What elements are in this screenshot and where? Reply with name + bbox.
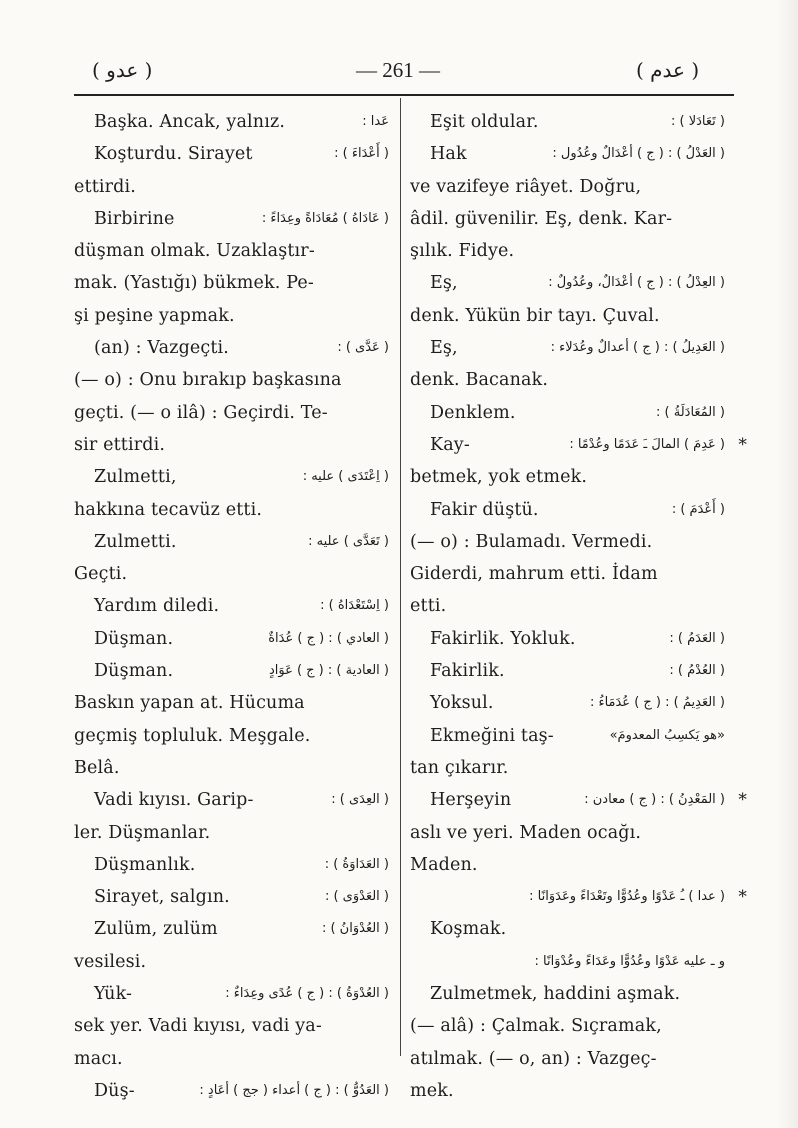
arabic-headword: ( اِعْتَدَى ) عليه : (302, 469, 389, 485)
dictionary-line (74, 720, 389, 752)
dictionary-line (410, 623, 725, 655)
arabic-headword: ( عَدَّى ) : (337, 340, 389, 356)
entry-text: Eş, (430, 273, 458, 294)
dictionary-line (74, 687, 389, 719)
entry-text: sir ettirdi. (74, 434, 166, 455)
entry-text: Herşeyin (430, 790, 512, 811)
arabic-headword: ( العُدْوَةُ ) : ( ج ) عُدًى وعِدَاءٌ : (225, 986, 389, 1002)
entry-text: Hak (430, 144, 467, 165)
dictionary-line (410, 364, 725, 396)
dictionary-line (74, 300, 389, 332)
entry-text: (— o) : Bulamadı. Vermedi. (410, 531, 653, 552)
arabic-headword: ( تَعَادَلا ) : (671, 114, 725, 129)
dictionary-line (74, 494, 389, 526)
entry-text: Düş- (94, 1080, 135, 1101)
arabic-headword: ( العَدِيمُ ) : ( ج ) عُدَمَاءُ : (589, 695, 725, 711)
dictionary-line (74, 881, 389, 913)
arabic-headword: ( العَدْوَى ) : (324, 889, 389, 905)
column-divider (400, 98, 401, 1056)
arabic-headword: ( العِدَى ) : (331, 792, 389, 808)
dictionary-line (410, 784, 747, 816)
entry-text: ve vazifeye riâyet. Doğru, (410, 176, 642, 197)
entry-text: denk. Yükün bir tayı. Çuval. (410, 305, 660, 326)
entry-text: Fakirlik. Yokluk. (430, 628, 576, 649)
dictionary-line (74, 784, 389, 816)
dictionary-line (74, 946, 389, 978)
entry-text: Düşmanlık. (94, 854, 196, 875)
header-rule (74, 94, 734, 96)
dictionary-line (410, 138, 725, 170)
arabic-headword: ( العادية ) : ( ج ) عَوَادٍ (268, 663, 389, 679)
page-number: — 261 — (356, 58, 440, 82)
dictionary-line (74, 461, 389, 493)
scan-edge-shadow (776, 0, 798, 1128)
entry-text: etti. (410, 596, 447, 617)
dictionary-line (74, 171, 389, 203)
dictionary-line (410, 913, 725, 945)
entry-text: (— alâ) : Çalmak. Sıçramak, (410, 1016, 662, 1037)
dictionary-line (410, 590, 725, 622)
entry-text: geçmiş topluluk. Meşgale. (74, 725, 311, 746)
header-right-root: ( عدم ) (636, 58, 700, 82)
entry-text: sek yer. Vadi kıyısı, vadi ya- (74, 1016, 322, 1037)
arabic-headword: «هو يَكسِبُ المعدومَ» (609, 727, 725, 743)
entry-text: geçti. (— o ilâ) : Geçirdi. Te- (74, 402, 328, 423)
dictionary-line (74, 558, 389, 590)
entry-text: Maden. (410, 854, 478, 875)
entry-text: Birbirine (94, 208, 175, 229)
entry-text: şılık. Fidye. (410, 241, 515, 262)
dictionary-line (410, 494, 725, 526)
root-star-marker: * (738, 434, 747, 455)
arabic-headword: ( عَدِمَ ) المالَ ـَ عَدَمًا وعُدْمًا : (569, 436, 725, 452)
dictionary-line (74, 106, 389, 138)
arabic-headword: ( العَدْلُ ) : ( ج ) أعْدَالٌ وعُدُول : (552, 146, 725, 162)
dictionary-line (74, 332, 389, 364)
arabic-headword: ( العَدِيلُ ) : ( ج ) أعدالٌ وعُدَلاء : (550, 340, 725, 356)
dictionary-line (74, 235, 389, 267)
dictionary-line (410, 429, 747, 461)
dictionary-line (410, 526, 725, 558)
entry-text: tan çıkarır. (410, 757, 509, 778)
entry-text: Ekmeğini taş- (430, 725, 554, 746)
entry-text: hakkına tecavüz etti. (74, 499, 263, 520)
dictionary-line (410, 946, 725, 978)
entry-text: Kay- (430, 434, 470, 455)
dictionary-line (74, 138, 389, 170)
arabic-headword: ( العادي ) : ( ج ) عُدَاةٌ (268, 630, 389, 646)
entry-text: mek. (410, 1080, 454, 1101)
arabic-headword: ( العَدُوُّ ) : ( ج ) أعداء ( جج ) أعَادٍ : (199, 1082, 389, 1098)
dictionary-line (74, 623, 389, 655)
arabic-headword: ( العُدْوَانُ ) : (321, 921, 389, 937)
entry-text: Düşman. (94, 628, 174, 649)
entry-text: Zulmetti, (94, 467, 177, 488)
entry-text: betmek, yok etmek. (410, 467, 588, 488)
entry-text: macı. (74, 1048, 123, 1069)
dictionary-line (410, 881, 747, 913)
entry-text: Fakir düştü. (430, 499, 539, 520)
entry-text: Eş, (430, 338, 458, 359)
arabic-headword: ( المُعَادَلَةُ ) : (656, 404, 725, 420)
dictionary-line (410, 203, 725, 235)
entry-text: atılmak. (— o, an) : Vazgeç- (410, 1048, 657, 1069)
entry-text: Baskın yapan at. Hücuma (74, 693, 305, 714)
dictionary-line (410, 1043, 725, 1075)
entry-text: (an) : Vazgeçti. (94, 338, 230, 359)
dictionary-line (74, 526, 389, 558)
dictionary-line (74, 267, 389, 299)
dictionary-line (74, 849, 389, 881)
entry-text: Eşit oldular. (430, 112, 539, 132)
arabic-headword: ( العَدَمُ ) : (669, 630, 725, 646)
arabic-headword: ( عدا ) ـُ عَدْوًا وعُدُوًّا وتَعْدَاءً وعَدَوَانًا : (529, 889, 725, 905)
entry-text: şi peşine yapmak. (74, 305, 235, 326)
dictionary-line (410, 332, 725, 364)
entry-text: Geçti. (74, 564, 128, 585)
entry-text: Zulmetti. (94, 531, 177, 552)
dictionary-line (410, 817, 725, 849)
arabic-headword: ( العِدْلُ ) : ( ج ) أعْدَالٌ، وعُدُولٌ : (548, 275, 725, 291)
dictionary-line (410, 235, 725, 267)
dictionary-line (410, 300, 725, 332)
entry-text: aslı ve yeri. Maden ocağı. (410, 822, 642, 843)
arabic-headword: ( العَدَاوَةُ ) : (324, 856, 389, 872)
dictionary-line (74, 590, 389, 622)
root-star-marker: * (738, 887, 747, 908)
arabic-headword: ( اِسْتَعْدَاهُ ) : (320, 598, 389, 614)
right-column (410, 106, 747, 1107)
dictionary-line (74, 203, 389, 235)
entry-text: mak. (Yastığı) bükmek. Pe- (74, 273, 314, 294)
entry-text: Koşmak. (430, 919, 507, 940)
arabic-headword: و ـ عليه عَدْوًا وعُدُوًّا وعَدَاءً وعُدْوَانًا : (534, 953, 725, 969)
arabic-headword: عَدا : (362, 114, 389, 129)
root-star-marker: * (738, 790, 747, 811)
entry-text: Denklem. (430, 402, 516, 423)
dictionary-line (410, 397, 725, 429)
entry-text: ettirdi. (74, 176, 136, 197)
entry-text: Sirayet, salgın. (94, 887, 230, 908)
dictionary-line (410, 171, 725, 203)
dictionary-line (410, 461, 725, 493)
dictionary-line (74, 397, 389, 429)
dictionary-line (410, 267, 725, 299)
entry-text: (— o) : Onu bırakıp başkasına (74, 370, 342, 391)
dictionary-line (410, 655, 725, 687)
arabic-headword: ( أَعْدَاءَ ) : (334, 146, 389, 162)
entry-text: Zulüm, zulüm (94, 919, 218, 940)
entry-text: vesilesi. (74, 951, 147, 972)
arabic-headword: ( أَعْدَمَ ) : (671, 501, 725, 517)
dictionary-line (74, 1043, 389, 1075)
entry-text: Vadi kıyısı. Garip- (94, 790, 254, 811)
entry-text: Koşturdu. Sirayet (94, 144, 253, 165)
dictionary-line (410, 687, 725, 719)
dictionary-line (74, 817, 389, 849)
entry-text: düşman olmak. Uzaklaştır- (74, 241, 315, 262)
entry-text: Düşman. (94, 661, 174, 682)
dictionary-line (410, 849, 725, 881)
dictionary-line (410, 1010, 725, 1042)
dictionary-line (74, 655, 389, 687)
entry-text: Fakirlik. (430, 661, 505, 682)
entry-text: Giderdi, mahrum etti. İdam (410, 564, 658, 585)
dictionary-line (74, 1075, 389, 1107)
dictionary-line (410, 106, 725, 138)
entry-text: Yardım diledi. (94, 596, 220, 617)
entry-text: ler. Düşmanlar. (74, 822, 211, 843)
entry-text: Yoksul. (430, 693, 494, 714)
dictionary-line (74, 978, 389, 1010)
entry-text: âdil. güvenilir. Eş, denk. Kar- (410, 208, 673, 229)
dictionary-line (410, 1075, 725, 1107)
dictionary-line (410, 752, 725, 784)
entry-text: Belâ. (74, 757, 120, 778)
dictionary-line (74, 364, 389, 396)
entry-text: Zulmetmek, haddini aşmak. (430, 984, 681, 1005)
entry-text: Yük- (94, 984, 133, 1005)
arabic-headword: ( تَعَدَّى ) عليه : (308, 533, 389, 549)
dictionary-line (410, 720, 725, 752)
dictionary-line (74, 429, 389, 461)
dictionary-line (74, 752, 389, 784)
arabic-headword: ( المَعْدِنُ ) : ( ج ) معادن : (584, 792, 725, 808)
arabic-headword: ( العُدْمُ ) : (669, 663, 725, 679)
dictionary-line (410, 978, 725, 1010)
dictionary-line (410, 558, 725, 590)
entry-text: denk. Bacanak. (410, 370, 549, 391)
dictionary-line (74, 913, 389, 945)
left-column (74, 106, 389, 1107)
entry-text: Başka. Ancak, yalnız. (94, 112, 286, 132)
arabic-headword: ( عَادَاهُ ) مُعَادَاةً وعِدَاءً : (261, 210, 389, 226)
header-left-root: ( عدو ) (92, 58, 153, 82)
dictionary-line (74, 1010, 389, 1042)
